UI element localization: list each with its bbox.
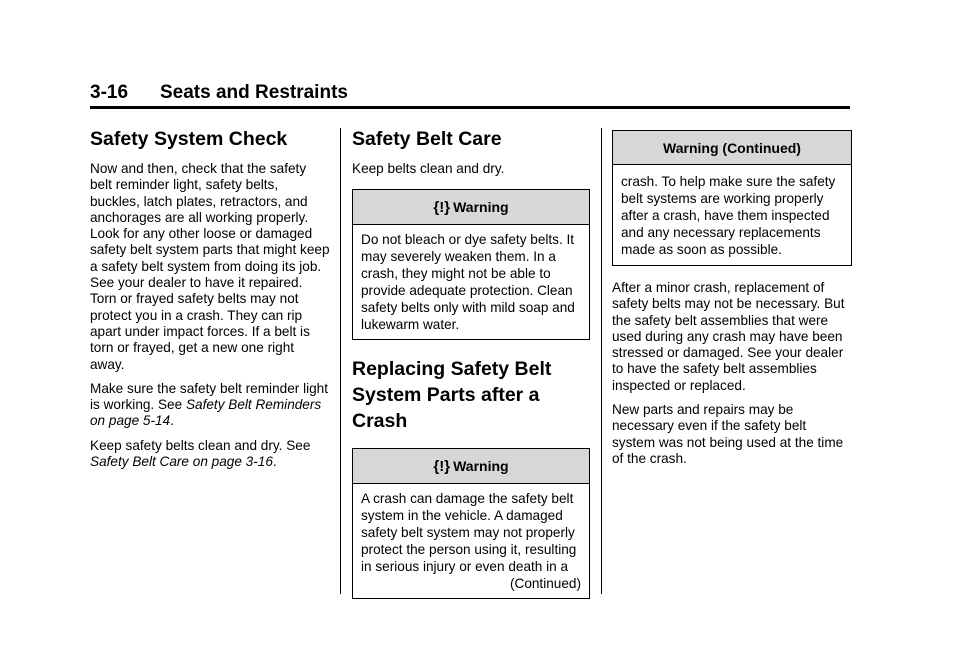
warning-box-header: [353, 190, 589, 225]
column-3: [612, 128, 852, 475]
warning-box-header: [353, 449, 589, 484]
paragraph-text: Keep safety belts clean and dry. See: [90, 437, 311, 453]
spacer: [612, 266, 852, 280]
heading-line: Crash: [352, 410, 408, 433]
warning-text: crash. To help make sure the safety belt systems are working properly after a crash, have them inspected and any necessary replacements made as soon as possible.: [621, 174, 836, 257]
reference-link-reminders[interactable]: Safety Belt Reminders on page 5-14: [90, 397, 322, 429]
paragraph-keep-clean: [90, 438, 330, 471]
section-title: Seats and Restraints: [160, 82, 348, 103]
warning-title: Warning: [453, 458, 509, 475]
paragraph-new-parts: New parts and repairs may be necessary even if the safety belt system was not being used at the time of the crash.: [612, 402, 844, 466]
warning-icon: {!}: [433, 457, 451, 475]
column-divider-right: [601, 128, 602, 594]
heading-line: System Parts after a: [352, 384, 540, 407]
paragraph-keep-belts-clean: Keep belts clean and dry.: [352, 161, 505, 176]
paragraph-minor-crash: After a minor crash, replacement of safety belts may not be necessary. But the safety belt assemblies that were used during any crash may have been stressed or damaged. See your dealer to have the safety belt assemblies inspected or replaced.: [612, 280, 845, 393]
paragraph-end: .: [170, 413, 174, 429]
warning-box-body: [353, 225, 589, 339]
heading-safety-system-check: Safety System Check: [90, 128, 288, 150]
warning-box-continued: [612, 130, 852, 266]
continued-label: (Continued): [509, 576, 581, 592]
warning-box-crash-damage: [352, 448, 590, 599]
column-divider-left: [340, 128, 341, 594]
page-number: 3-16: [90, 82, 129, 103]
reference-link-belt-care[interactable]: Safety Belt Care on page 3-16: [90, 454, 273, 470]
warning-box-body: [353, 484, 589, 598]
warning-box-body: [613, 165, 851, 265]
warning-box-bleach: [352, 189, 590, 340]
column-2: [352, 128, 590, 599]
heading-safety-belt-care: Safety Belt Care: [352, 128, 502, 150]
paragraph-system-check: Now and then, check that the safety belt reminder light, safety belts, buckles, latch plates, retractors, and anchorages are all working properly. Look for any other loose or damaged safety belt system parts that might keep a safety belt system from doing its job. See your dealer to have it repaired. Torn or frayed safety belts may not protect you in a crash. They can rip apart under impact forces. If a belt is torn or frayed, get a new one right away.: [90, 161, 330, 372]
warning-text: A crash can damage the safety belt system in the vehicle. A damaged safety belt system may not properly protect the person using it, resulting in serious injury or even death in a: [361, 491, 577, 575]
warning-box-header: [613, 131, 851, 165]
paragraph-end: .: [272, 454, 277, 470]
heading-line: Replacing Safety Belt: [352, 358, 552, 381]
column-1: [90, 128, 330, 478]
paragraph-text: Make sure the safety belt reminder light is working. See: [90, 380, 329, 413]
warning-icon: {!}: [433, 198, 451, 216]
paragraph-reminder-light: [90, 381, 330, 430]
warning-title: Warning (Continued): [663, 139, 801, 156]
warning-title: Warning: [453, 199, 509, 216]
warning-text: Do not bleach or dye safety belts. It may severely weaken them. In a crash, they might not be able to provide adequate protection. Clean safety belts only with mild soap and lukewarm water.: [361, 232, 575, 333]
heading-replacing-parts: [352, 356, 590, 434]
page-header: [90, 82, 850, 109]
